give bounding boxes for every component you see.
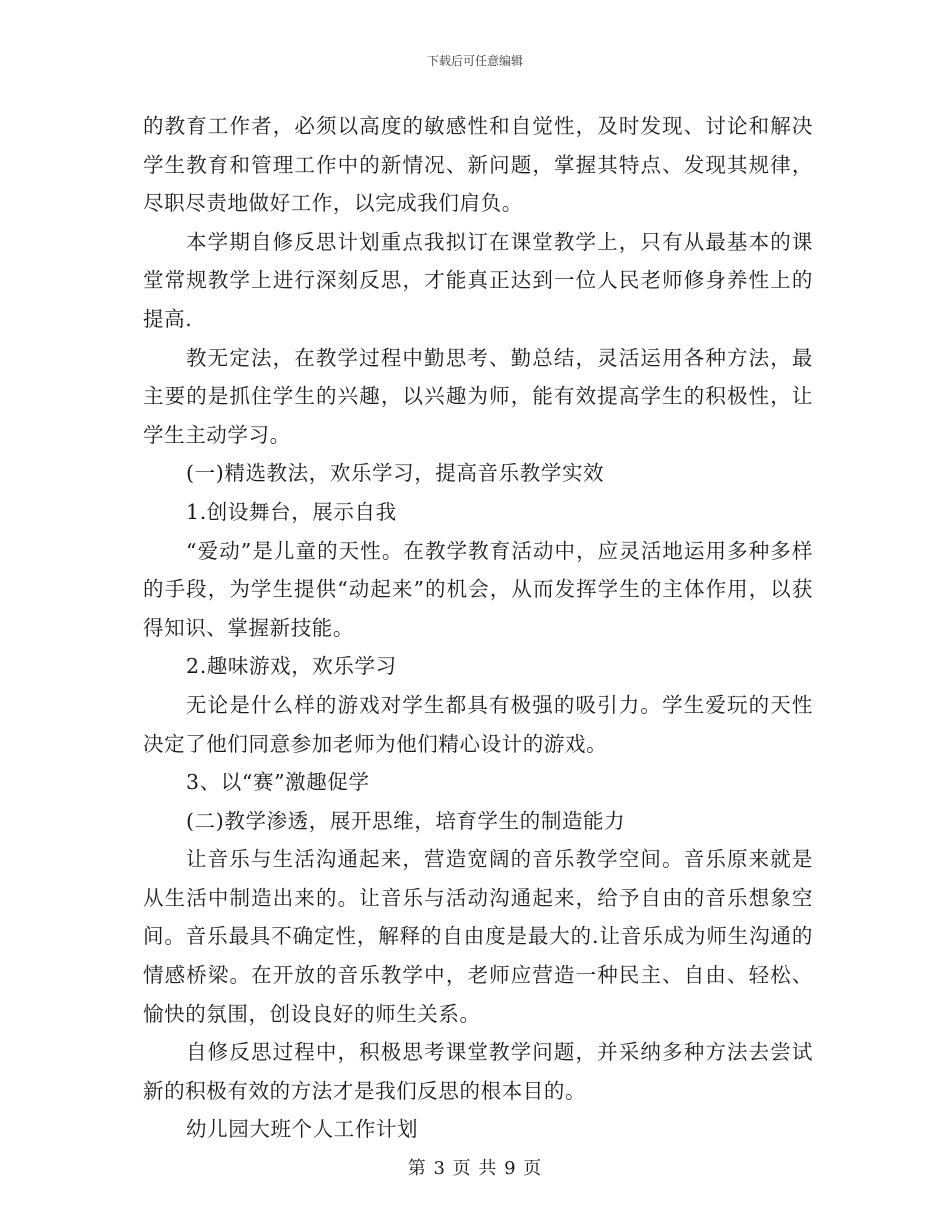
subheading-1-2: 2.趣味游戏，欢乐学习 xyxy=(186,654,397,679)
paragraph-self-study-plan: 本学期自修反思计划重点我拟订在课堂教学上，只有从最基本的课堂常规教学上进行深刻反思，才能真正达到一位人民老师修身养性上的提高. xyxy=(143,229,813,331)
document-body xyxy=(143,107,813,1149)
paragraph-reflection-goal: 自修反思过程中，积极思考课堂教学问题，并采纳多种方法去尝试新的积极有效的方法才是我们反思的根本目的。 xyxy=(143,1040,813,1103)
paragraph-next-title: 幼儿园大班个人工作计划 xyxy=(186,1117,419,1142)
subheading-1-3: 3、以“赛”激趣促学 xyxy=(186,770,370,795)
subheading-1-1: 1.创设舞台，展示自我 xyxy=(186,499,397,524)
paragraph-games: 无论是什么样的游戏对学生都具有极强的吸引力。学生爱玩的天性决定了他们同意参加老师为他们精心设计的游戏。 xyxy=(143,692,813,756)
paragraph-active-nature: “爱动”是儿童的天性。在教学教育活动中，应灵活地运用多种多样的手段，为学生提供“动起来”的机会，从而发挥学生的主体作用，以获得知识、掌握新技能。 xyxy=(143,538,813,640)
paragraph-music-life: 让音乐与生活沟通起来，营造宽阔的音乐教学空间。音乐原来就是从生活中制造出来的。让音乐与活动沟通起来，给予自由的音乐想象空间。音乐最具不确定性，解释的自由度是最大的.让音乐成为师生沟通的情感桥梁。在开放的音乐教学中，老师应营造一种民主、自由、轻松、愉快的氛围，创设良好的师生关系。 xyxy=(143,847,813,1026)
paragraph-continuation: 的教育工作者，必须以高度的敏感性和自觉性，及时发现、讨论和解决学生教育和管理工作中的新情况、新问题，掌握其特点、发现其规律，尽职尽责地做好工作，以完成我们肩负。 xyxy=(143,114,813,216)
section-heading-2: (二)教学渗透，展开思维，培育学生的制造能力 xyxy=(186,808,626,833)
section-heading-1: (一)精选教法，欢乐学习，提高音乐教学实效 xyxy=(186,461,605,486)
page-header: 下载后可任意编辑 xyxy=(426,54,523,68)
page-number: 第 3 页 共 9 页 xyxy=(407,1158,543,1179)
paragraph-teaching-method: 教无定法，在教学过程中勤思考、勤总结，灵活运用各种方法，最主要的是抓住学生的兴趣，以兴趣为师，能有效提高学生的积极性，让学生主动学习。 xyxy=(143,345,813,447)
